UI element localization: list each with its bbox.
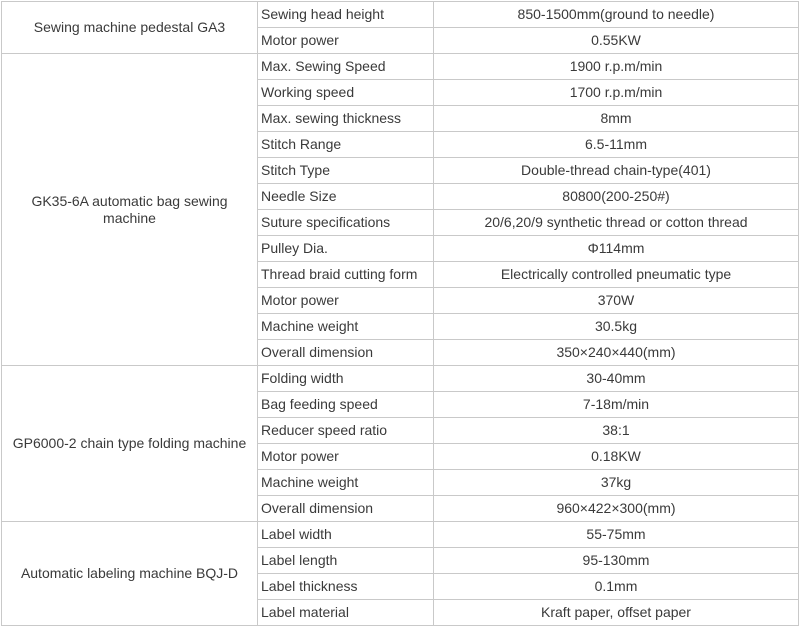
- group-name-cell: Automatic labeling machine BQJ-D: [2, 522, 258, 626]
- param-cell: Stitch Range: [258, 132, 434, 158]
- value-cell: 80800(200-250#): [434, 184, 799, 210]
- group-name-cell: GP6000-2 chain type folding machine: [2, 366, 258, 522]
- value-cell: 95-130mm: [434, 548, 799, 574]
- value-cell: 1900 r.p.m/min: [434, 54, 799, 80]
- spec-table: [1, 1, 799, 626]
- value-cell: 20/6,20/9 synthetic thread or cotton thread: [434, 210, 799, 236]
- value-cell: 960×422×300(mm): [434, 496, 799, 522]
- group-name-cell: Sewing machine pedestal GA3: [2, 2, 258, 54]
- param-cell: Sewing head height: [258, 2, 434, 28]
- value-cell: 6.5-11mm: [434, 132, 799, 158]
- value-cell: 370W: [434, 288, 799, 314]
- value-cell: 30-40mm: [434, 366, 799, 392]
- param-cell: Working speed: [258, 80, 434, 106]
- value-cell: Φ114mm: [434, 236, 799, 262]
- param-cell: Max. sewing thickness: [258, 106, 434, 132]
- value-cell: Kraft paper, offset paper: [434, 600, 799, 626]
- value-cell: 0.1mm: [434, 574, 799, 600]
- value-cell: 7-18m/min: [434, 392, 799, 418]
- param-cell: Machine weight: [258, 314, 434, 340]
- param-cell: Bag feeding speed: [258, 392, 434, 418]
- value-cell: 8mm: [434, 106, 799, 132]
- value-cell: 37kg: [434, 470, 799, 496]
- param-cell: Motor power: [258, 444, 434, 470]
- param-cell: Folding width: [258, 366, 434, 392]
- value-cell: Double-thread chain-type(401): [434, 158, 799, 184]
- param-cell: Stitch Type: [258, 158, 434, 184]
- param-cell: Motor power: [258, 28, 434, 54]
- table-row: [2, 366, 799, 392]
- value-cell: Electrically controlled pneumatic type: [434, 262, 799, 288]
- param-cell: Max. Sewing Speed: [258, 54, 434, 80]
- value-cell: 1700 r.p.m/min: [434, 80, 799, 106]
- table-row: [2, 2, 799, 28]
- param-cell: Label thickness: [258, 574, 434, 600]
- param-cell: Overall dimension: [258, 340, 434, 366]
- param-cell: Label material: [258, 600, 434, 626]
- param-cell: Overall dimension: [258, 496, 434, 522]
- group-name-cell: GK35-6A automatic bag sewing machine: [2, 54, 258, 366]
- param-cell: Label length: [258, 548, 434, 574]
- param-cell: Machine weight: [258, 470, 434, 496]
- table-row: [2, 54, 799, 80]
- value-cell: 38:1: [434, 418, 799, 444]
- value-cell: 0.55KW: [434, 28, 799, 54]
- param-cell: Suture specifications: [258, 210, 434, 236]
- param-cell: Pulley Dia.: [258, 236, 434, 262]
- param-cell: Motor power: [258, 288, 434, 314]
- table-row: [2, 522, 799, 548]
- param-cell: Reducer speed ratio: [258, 418, 434, 444]
- value-cell: 55-75mm: [434, 522, 799, 548]
- value-cell: 0.18KW: [434, 444, 799, 470]
- param-cell: Thread braid cutting form: [258, 262, 434, 288]
- param-cell: Label width: [258, 522, 434, 548]
- value-cell: 30.5kg: [434, 314, 799, 340]
- value-cell: 350×240×440(mm): [434, 340, 799, 366]
- value-cell: 850-1500mm(ground to needle): [434, 2, 799, 28]
- param-cell: Needle Size: [258, 184, 434, 210]
